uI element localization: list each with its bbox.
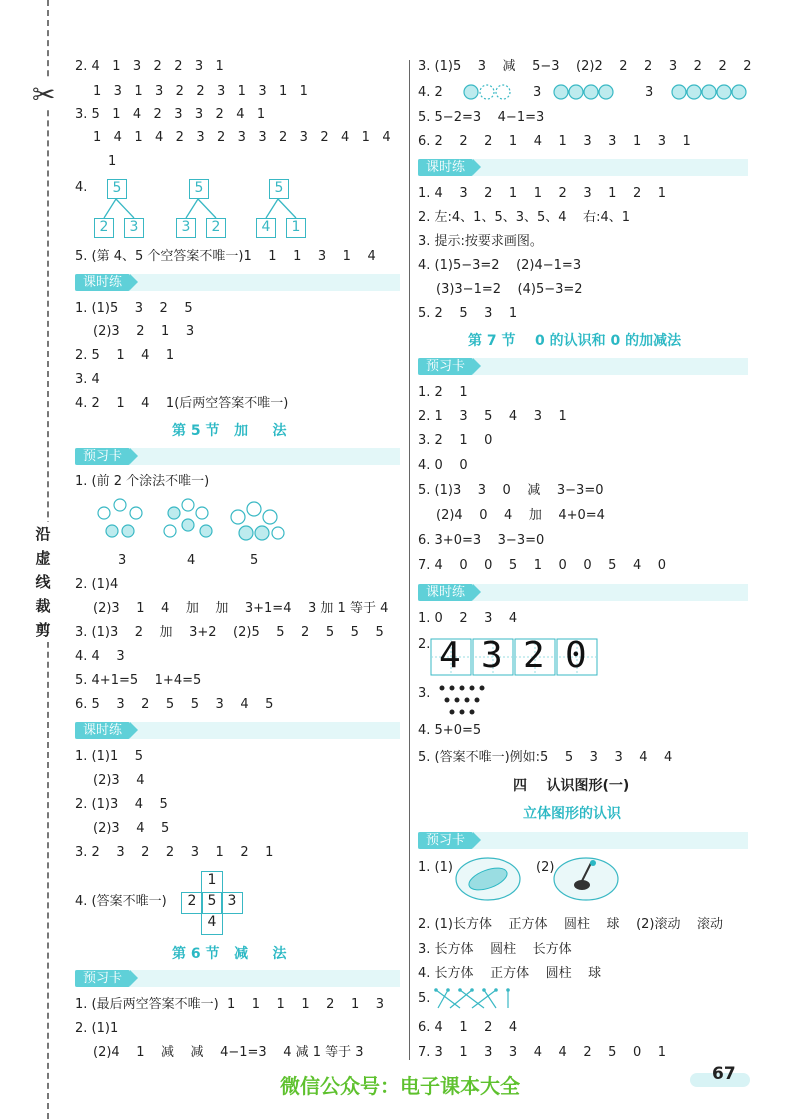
- page-number: 67: [712, 1064, 736, 1084]
- answer-line: 1. 0 2 3 4: [418, 611, 518, 626]
- badge-yuxika: 预习卡: [75, 970, 130, 987]
- answer-line: 1. (最后两空答案不唯一) 1 1 1 1 2 1 3: [75, 997, 385, 1012]
- answer-line: 7. 4 0 0 5 1 0 0 5 4 0: [418, 558, 667, 573]
- answer-line: 5. 2 5 3 1: [418, 306, 518, 321]
- answer-line: 4. 4 3: [75, 649, 125, 664]
- answer-line: (3)3−1=2 (4)5−3=2: [436, 282, 583, 297]
- answer-line: 5. (第 4、5 个空答案不唯一)1 1 1 3 1 4: [75, 249, 376, 264]
- cross-bottom: 4: [201, 913, 223, 935]
- answer-line: 1. 2 1: [418, 385, 468, 400]
- chapter-title: 四 认识图形(一): [513, 778, 630, 794]
- answer-line: (2)4 0 4 加 4+0=4: [436, 508, 605, 523]
- answer-line: 4. 0 0: [418, 458, 468, 473]
- answer-line: 5. 5−2=3 4−1=3: [418, 110, 545, 125]
- answer-line: 4. 5+0=5: [418, 723, 482, 738]
- answer-line: 4. 长方体 正方体 圆柱 球: [418, 966, 602, 981]
- answer-line: 6. 5 3 2 5 5 3 4 5: [75, 697, 274, 712]
- badge-ketianlian: 课时练: [418, 159, 473, 176]
- badge-ketianlian: 课时练: [75, 274, 130, 291]
- answer-line: 6. 4 1 2 4: [418, 1020, 518, 1035]
- tree-left: 2: [94, 218, 114, 238]
- answer-line: (2)3 1 4 加 加 3+1=4 3 加 1 等于 4: [93, 601, 389, 616]
- cross-left: 2: [181, 892, 203, 914]
- answer-line: 6. 3+0=3 3−3=0: [418, 533, 545, 548]
- circles-figure: [462, 82, 522, 102]
- count-label: 5: [250, 553, 259, 568]
- badge-ketianlian: 课时练: [75, 722, 130, 739]
- answer-line: 3. 长方体 圆柱 长方体: [418, 942, 572, 957]
- answer-line: 3. 4: [75, 372, 100, 387]
- written-digit: 3: [481, 635, 503, 676]
- answer-line: 1 4 1 4 2 3 2 3 3 2 3 2 4 1 4: [93, 130, 391, 145]
- cross-right: 3: [221, 892, 243, 914]
- footer-watermark: 微信公众号：电子课本大全: [280, 1074, 520, 1098]
- answer-line: 3. (1)5 3 减 5−3 (2)2 2 2 3 2 2 2: [418, 59, 752, 74]
- top-figure: [552, 855, 622, 905]
- answer-line: 1: [108, 154, 117, 169]
- tree-top: 5: [107, 179, 127, 199]
- answer-line: 2. 5 1 4 1: [75, 348, 175, 363]
- dots-figure: [434, 682, 494, 718]
- answer-value: 3: [645, 85, 654, 100]
- answer-line: (2)3 4 5: [93, 821, 170, 836]
- answer-line: 2.: [418, 637, 431, 652]
- matching-lines-figure: [432, 986, 522, 1014]
- tree-connectors: [0, 0, 400, 260]
- scissors-icon: ✂: [32, 78, 56, 111]
- answer-line: 4. 2 1 4 1(后两空答案不唯一): [75, 396, 289, 411]
- count-label: 4: [187, 553, 196, 568]
- answer-line: 3.: [418, 686, 431, 701]
- cross-top: 1: [201, 871, 223, 893]
- tree-right: 2: [206, 218, 226, 238]
- tree-left: 3: [176, 218, 196, 238]
- answer-line: 6. 2 2 2 1 4 1 3 3 1 3 1: [418, 134, 691, 149]
- answer-line: 4. (1)5−3=2 (2)4−1=3: [418, 258, 582, 273]
- count-label: 3: [118, 553, 127, 568]
- ball-figure: [454, 854, 524, 904]
- written-digit: 4: [439, 635, 461, 676]
- answer-line: 1. (1)5 3 2 5: [75, 301, 193, 316]
- badge-yuxika: 预习卡: [75, 448, 130, 465]
- tree-right: 1: [286, 218, 306, 238]
- answer-line: 3. 提示:按要求画图。: [418, 234, 543, 249]
- cross-center: 5: [201, 892, 223, 914]
- tree-top: 5: [189, 179, 209, 199]
- answer-line: 3. 5 1 4 2 3 3 2 4 1: [75, 107, 266, 122]
- section-title: 第 7 节 0 的认识和 0 的加减法: [468, 333, 682, 349]
- answer-line: 2. (1)1: [75, 1021, 119, 1036]
- column-divider: [409, 60, 410, 1060]
- circles-figure: [552, 82, 632, 102]
- tree-top: 5: [269, 179, 289, 199]
- answer-line: 5. (1)3 3 0 减 3−3=0: [418, 483, 604, 498]
- answer-line: 5.: [418, 991, 431, 1006]
- answer-line: 1. (1)1 5: [75, 749, 144, 764]
- cut-label: 沿虚线裁剪: [32, 522, 54, 642]
- answer-line: 3. 2 1 0: [418, 433, 493, 448]
- answer-line: 3. (1)3 2 加 3+2 (2)5 5 2 5 5 5: [75, 625, 384, 640]
- badge-ketianlian: 课时练: [418, 584, 473, 601]
- answer-line: 4. 2: [418, 85, 443, 100]
- answer-value: 3: [533, 85, 542, 100]
- badge-yuxika: 预习卡: [418, 358, 473, 375]
- answer-line: 2. (1)3 4 5: [75, 797, 168, 812]
- answer-line: 2. 左:4、1、5、3、5、4 右:4、1: [418, 210, 630, 225]
- answer-line: 5. (答案不唯一)例如:5 5 3 3 4 4: [418, 750, 673, 765]
- badge-yuxika: 预习卡: [418, 832, 473, 849]
- answer-line: 4. (答案不唯一): [75, 894, 167, 909]
- section-title: 立体图形的认识: [523, 806, 621, 822]
- answer-line: 1 3 1 3 2 2 3 1 3 1 1: [93, 84, 308, 99]
- section-title: 第 6 节 减 法: [172, 946, 287, 962]
- answer-line: (2)4 1 减 减 4−1=3 4 减 1 等于 3: [93, 1045, 364, 1060]
- circles-figure: [670, 82, 750, 102]
- answer-line: 5. 4+1=5 1+4=5: [75, 673, 202, 688]
- answer-label: (2): [536, 860, 555, 875]
- answer-line: 1. (1): [418, 860, 453, 875]
- answer-line: 1. (前 2 个涂法不唯一): [75, 474, 210, 489]
- answer-line: 7. 3 1 3 3 4 4 2 5 0 1: [418, 1045, 667, 1060]
- question-number: 4.: [75, 180, 88, 195]
- answer-line: 2. 1 3 5 4 3 1: [418, 409, 567, 424]
- written-digit: 0: [565, 635, 587, 676]
- answer-line: 3. 2 3 2 2 3 1 2 1: [75, 845, 274, 860]
- answer-line: 2. (1)长方体 正方体 圆柱 球 (2)滚动 滚动: [418, 917, 724, 932]
- answer-line: 2. (1)4: [75, 577, 119, 592]
- written-digit: 2: [523, 635, 545, 676]
- answer-line: 2. 4 1 3 2 2 3 1: [75, 59, 224, 74]
- tree-left: 4: [256, 218, 276, 238]
- tree-right: 3: [124, 218, 144, 238]
- answer-line: (2)3 4: [93, 773, 145, 788]
- answer-line: 1. 4 3 2 1 1 2 3 1 2 1: [418, 186, 667, 201]
- fruit-coloring-figure: [90, 495, 290, 555]
- section-title: 第 5 节 加 法: [172, 423, 287, 439]
- answer-line: (2)3 2 1 3: [93, 324, 195, 339]
